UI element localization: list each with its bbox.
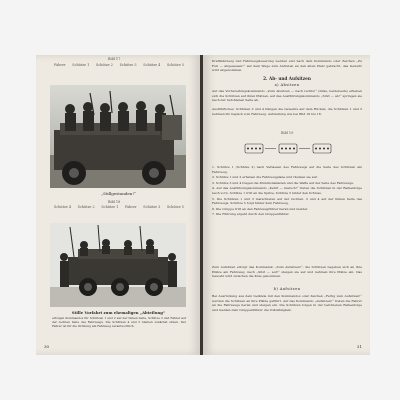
soldier-labels-top bbox=[54, 63, 184, 71]
figure-label-top: Bild 17 bbox=[108, 57, 121, 61]
soldier-label: Schütze 5 bbox=[166, 205, 184, 209]
soldier-labels-bottom bbox=[54, 205, 184, 213]
list-item: 1. Schütze 1 (Schütze 2) nach Verlassen des Fahrzeugs auf die Seite des Schützen am Fahrzeug. bbox=[212, 165, 362, 174]
left-page bbox=[36, 55, 201, 355]
paragraph-2: Ausführliches: Schützen 2 und 4 hängen die Gewehre auf dem Rücken, die Schützen 1 und 3 nehmen ihr Gepäck vom Fahrzeug. Aufstellung wie bei Bild 16 bis 18. bbox=[212, 107, 362, 116]
paragraph-4: Bei Ausrückung aus dem Gelände mit den Kommandos oder Zeichen „Fertig zum Aufsitzen!“ werden die Schützen an ihre Plätze geführt. Auf das Kommando „Aufsitzen!“ treten die Fahrer an die Fahrzeuge heran und steigen ein. Die Schützen folgen in der befohlenen Reihenfolge und melden dem Gruppenführer die Vollzähligkeit. bbox=[212, 294, 362, 312]
subheading-aufsitzen: b) Aufsitzen bbox=[273, 287, 301, 291]
soldier-label: Schütze 4 bbox=[143, 63, 161, 67]
list-item: 4. Auf das Ausführungskommando „Kehrt — marsch!“ treten die Schützen in der Reihenfolge nach vorn. Schütze 1 tritt an die Spitze, Schütze 5 bildet den Schluss. bbox=[212, 186, 362, 195]
list-item: 7. Die Führung ergeht durch den Gruppenführer. bbox=[212, 212, 290, 217]
soldier-label: Fahrer bbox=[125, 205, 137, 209]
soldier-label: Schütze 3 bbox=[119, 63, 137, 67]
paragraph-3: Zum Aufsitzen erfolgt das Kommando „Zum Aufsitzen!“, die Schützen begeben sich an ihre Plätze am Fahrzeug, nach „Sitzt — auf!“ steigen sie auf und nehmen ihre Plätze ein. Das Gewehr wird zwischen die Knie genommen. bbox=[212, 265, 362, 279]
figure-label-bottom: Bild 18 bbox=[108, 200, 121, 204]
soldier-label: Schütze 3 bbox=[143, 205, 161, 209]
instruction-list bbox=[212, 165, 362, 218]
right-page bbox=[203, 55, 370, 355]
intro-paragraph: Kraftfahrzeug und Fahrzeugsteuerung werden erst nach dem Kommando oder Zeichen „Zu Fuß — abgesessen!“ auf dem Wege zum Antreten an den alten Platz gebracht, das Gewehr wird abgenommen. bbox=[212, 59, 362, 73]
paragraph-1: Auf das Vorbereitungskommando „Zum Absitzen — nach rechts!“ (links, beiderseits) erheben sich die Schützen auf ihren Plätzen, auf das Ausführungskommando „Sitzt — ab!“ springen sie nach der befohlenen Seite ab. bbox=[212, 89, 362, 103]
formation-diagram bbox=[243, 138, 333, 160]
list-item: 2. Schütze 1 und 2 erheben die Fahrzeugplane und räumen sie auf. bbox=[212, 175, 318, 180]
soldier-label: Fahrer bbox=[54, 63, 66, 67]
photo-vehicle-side-view bbox=[50, 223, 186, 307]
caption-bottom-title: Stille Vorfahrt zum ehemaligen „Abteilung“ bbox=[71, 310, 166, 315]
list-item: 6. Die Gruppe tritt an den Fahrzeugführer heran und meldet. bbox=[212, 206, 309, 211]
soldier-label: Schütze 1 bbox=[72, 63, 90, 67]
figure-label-diagram: Bild 19 bbox=[281, 131, 294, 135]
page-number-right: 31 bbox=[356, 344, 362, 349]
soldier-label: Schütze 2 bbox=[77, 205, 95, 209]
caption-top: „Stillgestanden!“ bbox=[101, 191, 136, 196]
soldier-label: Schütze 5 bbox=[166, 63, 184, 67]
soldier-label: Schütze 1 bbox=[101, 205, 119, 209]
soldier-label: Schütze 4 bbox=[54, 205, 71, 209]
photo-soldiers-seated-vehicle bbox=[50, 85, 186, 188]
page-number-left: 30 bbox=[44, 344, 50, 349]
subheading-absitzen: a) Absitzen bbox=[274, 83, 300, 87]
caption-bottom-text: erfolgen Kommandos für Schützen 1 und 2 auf der linken Seite, Schütze 3 und Fahrer auf der rechten Seite des Fahrzeugs. Die Schützen 4 und 5 bleiben zunächst sitzen. Der Fahrer ist für die Ordnung am Fahrzeug verantwortlich. bbox=[52, 316, 186, 329]
list-item: 3. Schütze 3 und 4 tragen die Munitionskästen und die Waffe auf der Seite des Fahrzeugs. bbox=[212, 180, 355, 185]
soldier-label: Schütze 2 bbox=[95, 63, 113, 67]
section-heading: 2. Ab- und Aufsitzen bbox=[263, 76, 311, 81]
list-item: 5. Die Schützen 1 und 3 marschieren auf der rechten, 2 und 4 auf der linken Seite des Fahrzeugs, Schütze 5 folgt hinter dem Fahrzeug. bbox=[212, 196, 362, 206]
